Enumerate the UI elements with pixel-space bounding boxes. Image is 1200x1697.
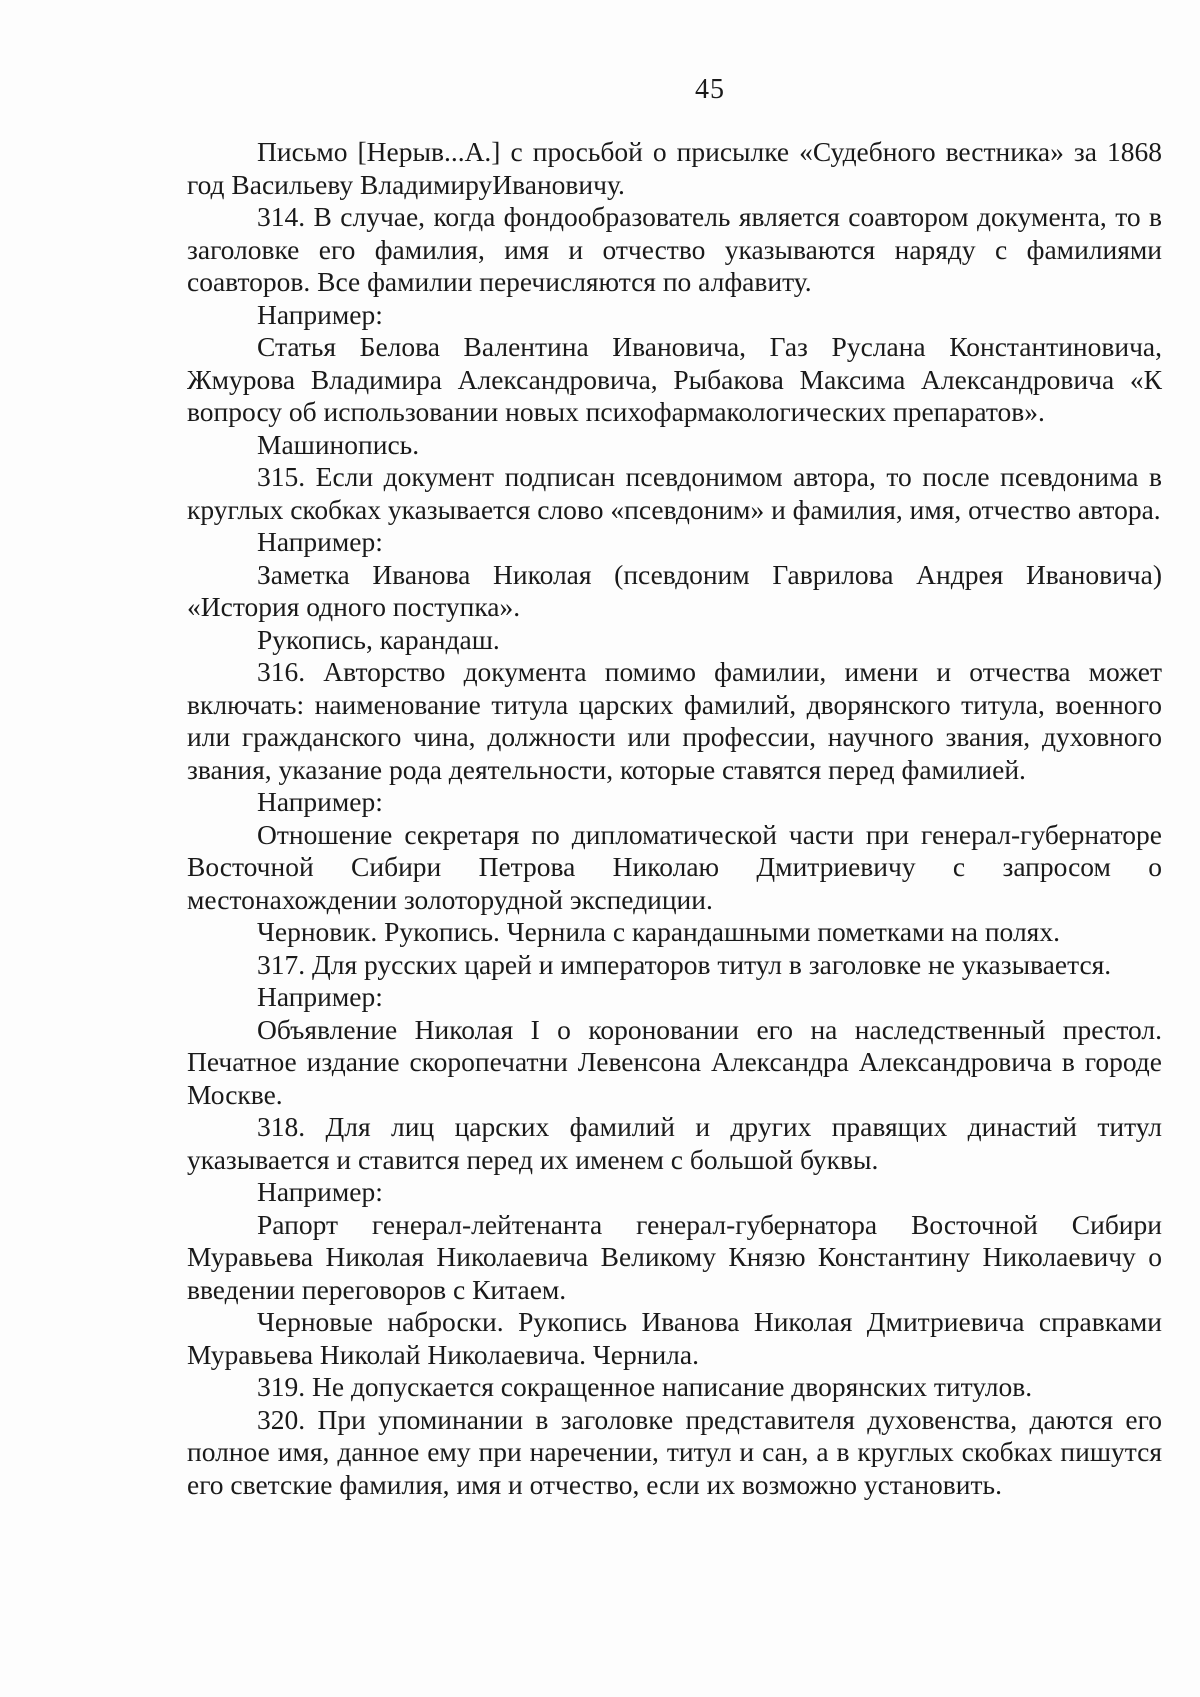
paragraph-318: 318. Для лиц царских фамилий и других правящих династий титул указывается и ставится перед их именем с большой буквы. [187,1111,1162,1175]
example-label: Например: [257,526,383,557]
paragraph-manuscript-pencil: Рукопись, карандаш. [257,623,500,655]
paragraph-example-relation: Отношение секретаря по дипломатической части при генерал-губернаторе Восточной Сибири Петрова Николаю Дмитриевичу с запросом о местонахождении золоторудной экспедиции. [187,818,1162,915]
example-label: Например: [257,298,383,330]
paragraph-319: 319. Не допускается сокращенное написание дворянских титулов. [257,1371,1033,1402]
paragraph-example-article: Статья Белова Валентина Ивановича, Газ Руслана Константиновича, Жмурова Владимира Александровича, Рыбакова Максима Александровича «К вопросу об использовании новых психофармакологических препаратов». [187,331,1162,427]
paragraph-example-report: Рапорт генерал-лейтенанта генерал-губернатора Восточной Сибири Муравьева Николая Николаевича Великому Князю Константину Николаевичу о введении переговоров с Китаем. [187,1208,1162,1305]
example-label: Например: [257,786,383,817]
paragraph-315: 315. Если документ подписан псевдонимом автора, то после псевдонима в круглых скобках указывается слово «псевдоним» и фамилия, имя, отчество автора. [187,461,1162,525]
page-number: 45 [695,74,725,105]
example-label: Например: [257,981,383,1012]
paragraph-317: 317. Для русских царей и императоров титул в заголовке не указывается. [257,948,1112,980]
paragraph-314: 314. В случае, когда фондообразователь является соавтором документа, то в заголовке его фамилия, имя и отчество указываются наряду с фамилиями соавторов. Все фамилии перечисляются по алфавиту. [187,201,1162,297]
paragraph-typescript-note: Машинопись. [257,428,420,460]
paragraph-316: 316. Авторство документа помимо фамилии, имени и отчества может включать: наименование титула царских фамилий, дворянского титула, военного или гражданского чина, должности или профессии, научного звания, духовного звания, указание рода деятельности, которые ставятся перед фамилией. [187,656,1162,785]
example-label: Например: [257,1176,383,1207]
paragraph-example-note: Заметка Иванова Николая (псевдоним Гаврилова Андрея Ивановича) «История одного поступка». [187,558,1162,622]
document-body [187,136,1162,1501]
paragraph-rough-sketches-note: Черновые наброски. Рукопись Иванова Николая Дмитриевича справками Муравьева Николай Николаевича. Чернила. [187,1306,1162,1370]
paragraph-draft-note: Черновик. Рукопись. Чернила с карандашными пометками на полях. [257,916,1060,947]
paragraph-320: 320. При упоминании в заголовке представителя духовенства, даются его полное имя, данное ему при наречении, титул и сан, а в круглых скобках пишутся его светские фамилия, имя и отчество, если их возможно установить. [187,1403,1162,1500]
paragraph-example-announcement: Объявление Николая I о короновании его на наследственный престол. Печатное издание скоропечатни Левенсона Александра Александровича в городе Москве. [187,1013,1162,1110]
paragraph-letter-request: Письмо [Нерыв...А.] с просьбой о присылке «Судебного вестника» за 1868 год Васильеву ВладимируИвановичу. [187,136,1162,200]
